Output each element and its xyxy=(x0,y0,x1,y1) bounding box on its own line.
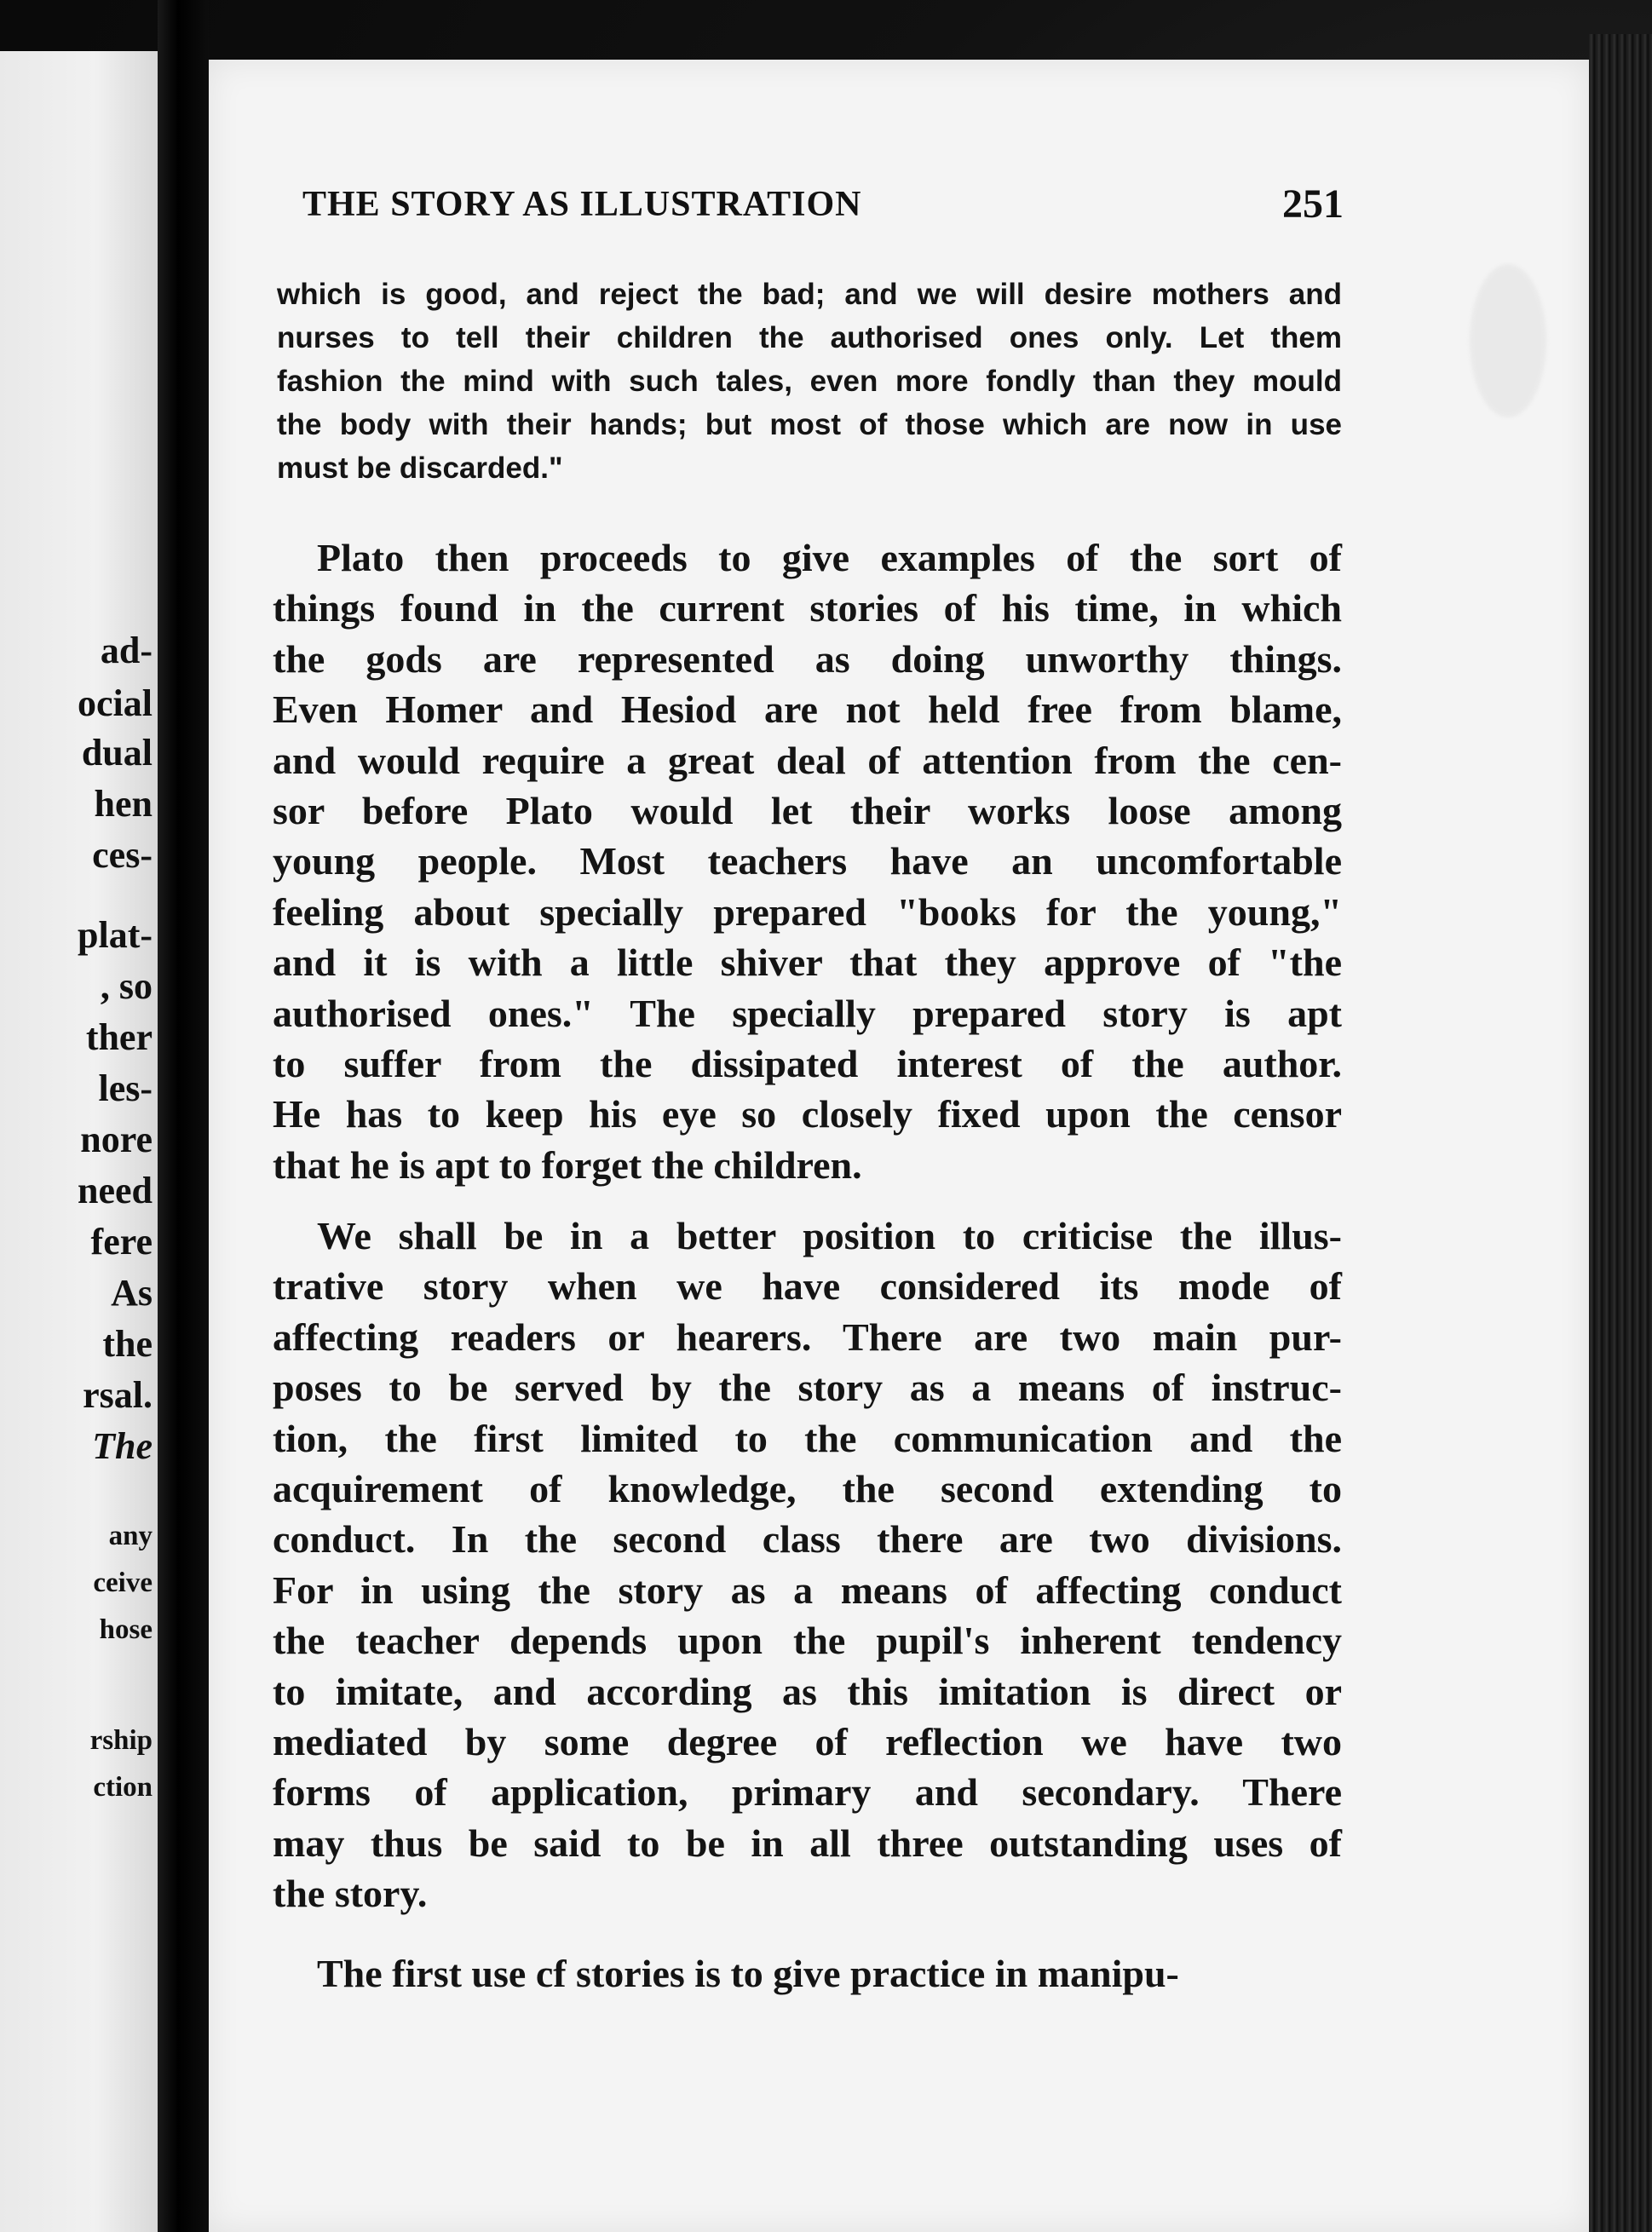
paragraph-line: to suffer from the dissipated interest of the author. xyxy=(273,1042,1342,1085)
paragraph-line: He has to keep his eye so closely fixed upon the censor xyxy=(273,1092,1342,1136)
paragraph-line: feeling about specially prepared "books for the young," xyxy=(273,889,1342,934)
facing-page-line: ad- xyxy=(100,630,153,671)
paragraph-line: affecting readers or hearers. There are two main pur- xyxy=(273,1314,1342,1359)
paragraph-line: tion, the first limited to the communication and the xyxy=(273,1416,1342,1460)
facing-page-line: the xyxy=(102,1323,153,1365)
paragraph-line: things found in the current stories of his time, in which xyxy=(273,586,1342,630)
paragraph-line: conduct. In the second class there are two divisions. xyxy=(273,1517,1342,1562)
paragraph-line: and would require a great deal of attention from the cen- xyxy=(273,738,1342,782)
facing-page-line: les- xyxy=(98,1067,153,1109)
paragraph-line: authorised ones." The specially prepared story is apt xyxy=(273,991,1342,1035)
quote-line: which is good, and reject the bad; and we will desire mothers and xyxy=(277,278,1342,311)
paragraph-line: the teacher depends upon the pupil's inherent tendency xyxy=(273,1619,1342,1663)
page-number: 251 xyxy=(1282,181,1344,227)
paragraph-line: forms of application, primary and secondary. There xyxy=(273,1770,1342,1815)
paragraph-line: to imitate, and according as this imitation is direct or xyxy=(273,1669,1342,1713)
paragraph-line: mediated by some degree of reflection we have two xyxy=(273,1720,1342,1763)
page-edge-stack xyxy=(1589,34,1652,2232)
facing-page-line: As xyxy=(111,1272,153,1314)
paragraph-line: sor before Plato would let their works loose among xyxy=(273,789,1342,832)
paragraph-line: that he is apt to forget the children. xyxy=(273,1142,862,1187)
paragraph-line: the story. xyxy=(273,1872,428,1916)
running-head: THE STORY AS ILLUSTRATION xyxy=(302,185,862,224)
facing-page-line: hose xyxy=(99,1614,153,1645)
facing-page-line: any xyxy=(108,1521,153,1551)
paragraph-line: the gods are represented as doing unworthy things. xyxy=(273,636,1342,681)
facing-page-line: fere xyxy=(90,1221,153,1263)
book-gutter xyxy=(158,0,209,2232)
paragraph-line: Plato then proceeds to give examples of the sort of xyxy=(317,536,1342,579)
facing-page-line: ces- xyxy=(92,834,153,876)
facing-page-line: , so xyxy=(100,965,153,1007)
facing-page-line: plat- xyxy=(78,914,153,956)
paragraph-line: young people. Most teachers have an uncomfortable xyxy=(273,839,1342,883)
paragraph-line: acquirement of knowledge, the second extending to xyxy=(273,1467,1342,1510)
facing-page-line: hen xyxy=(94,783,153,825)
facing-page-line: rship xyxy=(89,1725,153,1756)
facing-page-line: The xyxy=(92,1425,153,1467)
facing-page-line: ocial xyxy=(78,682,153,724)
paragraph-line: Even Homer and Hesiod are not held free from blame, xyxy=(273,687,1342,732)
facing-page-line: rsal. xyxy=(83,1374,153,1416)
quote-line: nurses to tell their children the authorised ones only. Let them xyxy=(277,321,1342,354)
paragraph-line: For in using the story as a means of affecting conduct xyxy=(273,1568,1342,1612)
quote-line: fashion the mind with such tales, even more fondly than they mould xyxy=(277,365,1342,398)
paragraph-line: may thus be said to be in all three outstanding uses of xyxy=(273,1821,1342,1865)
quote-line: must be discarded." xyxy=(277,452,563,485)
quote-line: the body with their hands; but most of those which are now in use xyxy=(277,408,1342,441)
paragraph-line: and it is with a little shiver that they approve of "the xyxy=(273,941,1342,985)
facing-page-fragment xyxy=(0,51,158,2232)
facing-page-line: ction xyxy=(93,1772,153,1803)
facing-page-line: ceive xyxy=(93,1568,153,1598)
facing-page-line: dual xyxy=(81,732,153,774)
facing-page-line: nore xyxy=(80,1119,153,1160)
paragraph-line: trative story when we have considered its mode of xyxy=(273,1264,1342,1309)
paragraph-line: The first use cf stories is to give practice in manipu- xyxy=(317,1952,1179,1995)
facing-page-line: ther xyxy=(85,1016,153,1058)
paragraph-line: poses to be served by the story as a means of instruc- xyxy=(273,1366,1342,1410)
facing-page-line: need xyxy=(78,1170,153,1211)
paragraph-line: We shall be in a better position to criticise the illus- xyxy=(317,1214,1342,1257)
